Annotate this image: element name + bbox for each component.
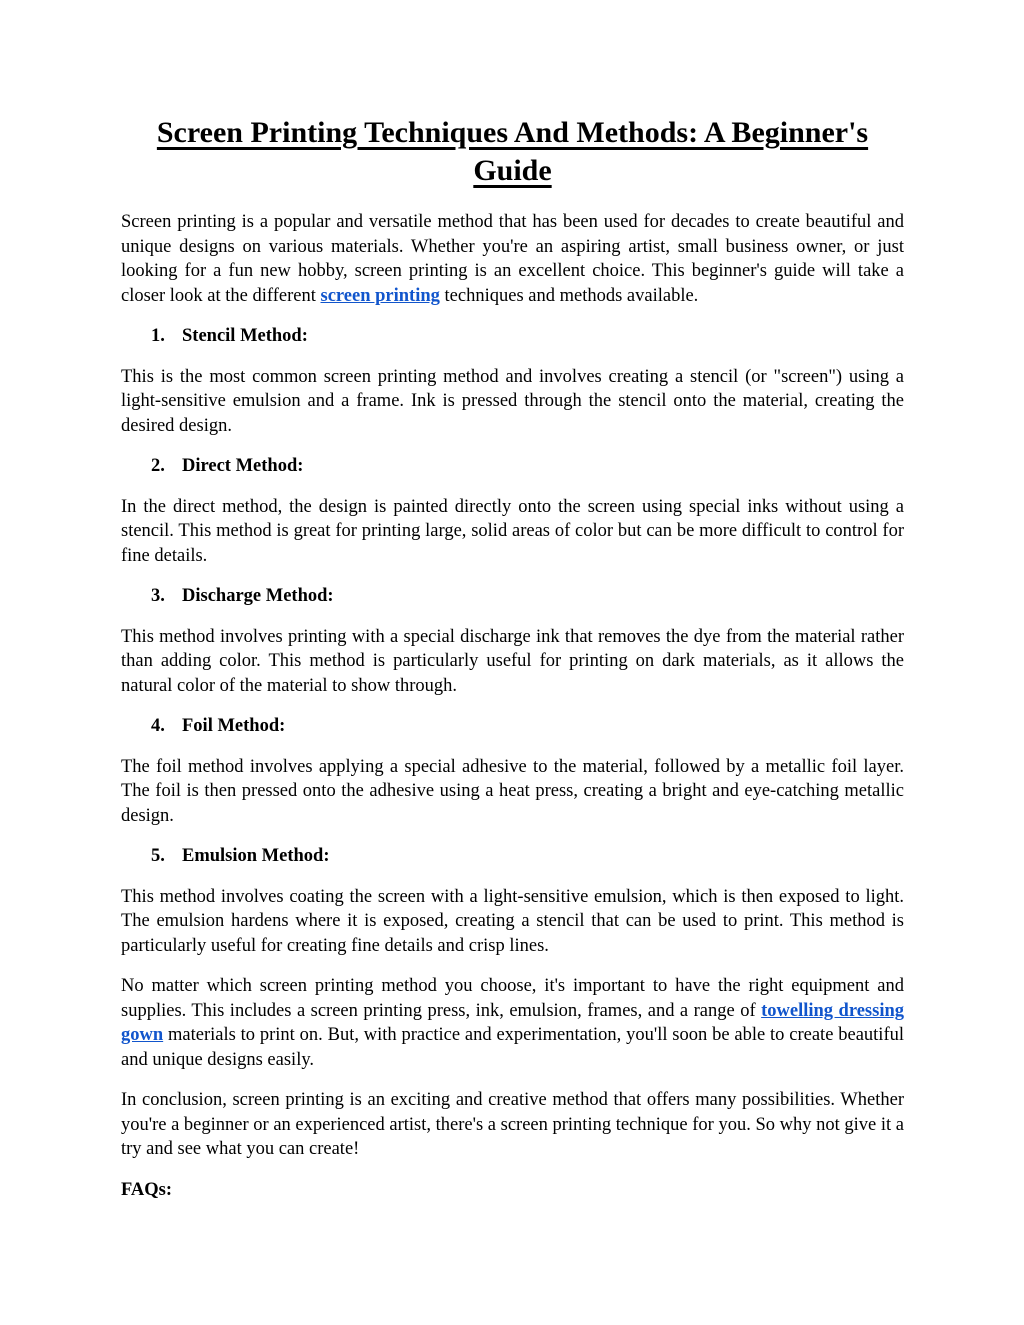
section-body-foil: The foil method involves applying a special adhesive to the material, followed by a metallic foil layer. The foil is then pressed onto the adhesive using a heat press, creating a bright and eye-catching metallic design. xyxy=(121,756,904,826)
intro-text-after: techniques and methods available. xyxy=(439,285,699,306)
screen-printing-link[interactable]: screen printing xyxy=(320,285,440,306)
conclusion-paragraph: In conclusion, screen printing is an exciting and creative method that offers many possibilities. Whether you're a beginner or an experienced artist, there's a screen printing technique for you. So why not give it a try and see what you can create! xyxy=(121,1090,904,1159)
section-number: 4. xyxy=(151,716,165,736)
section-heading-text: Direct Method: xyxy=(182,456,304,476)
section-heading-direct xyxy=(121,454,904,479)
intro-text-before: Screen printing is a popular and versatile method that has been used for decades to create beautiful and unique designs on various materials. Whether you're an aspiring artist, small business owner, or just looking for a fun new hobby, screen printing is an excellent choice. This beginner's guide will take a closer look at the different xyxy=(121,212,904,306)
section-heading-discharge xyxy=(121,584,904,609)
supplies-paragraph xyxy=(121,974,904,1072)
supplies-text-after: materials to print on. But, with practice and experimentation, you'll soon be able to create beautiful and unique designs easily. xyxy=(121,1025,904,1070)
section-body-discharge: This method involves printing with a special discharge ink that removes the dye from the material rather than adding color. This method is particularly useful for printing on dark materials, as it allows the natural color of the material to show through. xyxy=(121,626,904,696)
section-heading-text: Foil Method: xyxy=(182,716,286,736)
section-heading-text: Discharge Method: xyxy=(182,586,334,606)
section-body-emulsion: This method involves coating the screen with a light-sensitive emulsion, which is then exposed to light. The emulsion hardens where it is exposed, creating a stencil that can be used to print. This method is particularly useful for creating fine details and crisp lines. xyxy=(121,886,904,956)
section-number: 3. xyxy=(151,586,165,606)
supplies-text-before: No matter which screen printing method you choose, it's important to have the right equipment and supplies. This includes a screen printing press, ink, emulsion, frames, and a range of xyxy=(121,976,904,1021)
intro-paragraph xyxy=(121,210,904,308)
section-heading-text: Stencil Method: xyxy=(182,326,308,346)
section-heading-foil xyxy=(121,714,904,739)
document-title: Screen Printing Techniques And Methods: A Beginner's Guide xyxy=(156,116,869,187)
section-number: 5. xyxy=(151,846,165,866)
section-body-direct: In the direct method, the design is painted directly onto the screen using special inks without using a stencil. This method is great for printing large, solid areas of color but can be more difficult to control for fine details. xyxy=(121,496,904,566)
section-heading-stencil xyxy=(121,324,904,349)
section-number: 1. xyxy=(151,326,165,346)
towelling-dressing-gown-link[interactable]: towelling dressing gown xyxy=(121,1000,904,1045)
section-number: 2. xyxy=(151,456,165,476)
section-body-stencil: This is the most common screen printing method and involves creating a stencil (or "screen") using a light-sensitive emulsion and a frame. Ink is pressed through the stencil onto the material, creating the desired design. xyxy=(121,366,904,436)
section-heading-text: Emulsion Method: xyxy=(182,846,330,866)
section-heading-emulsion xyxy=(121,844,904,869)
faqs-heading: FAQs: xyxy=(121,1179,173,1200)
